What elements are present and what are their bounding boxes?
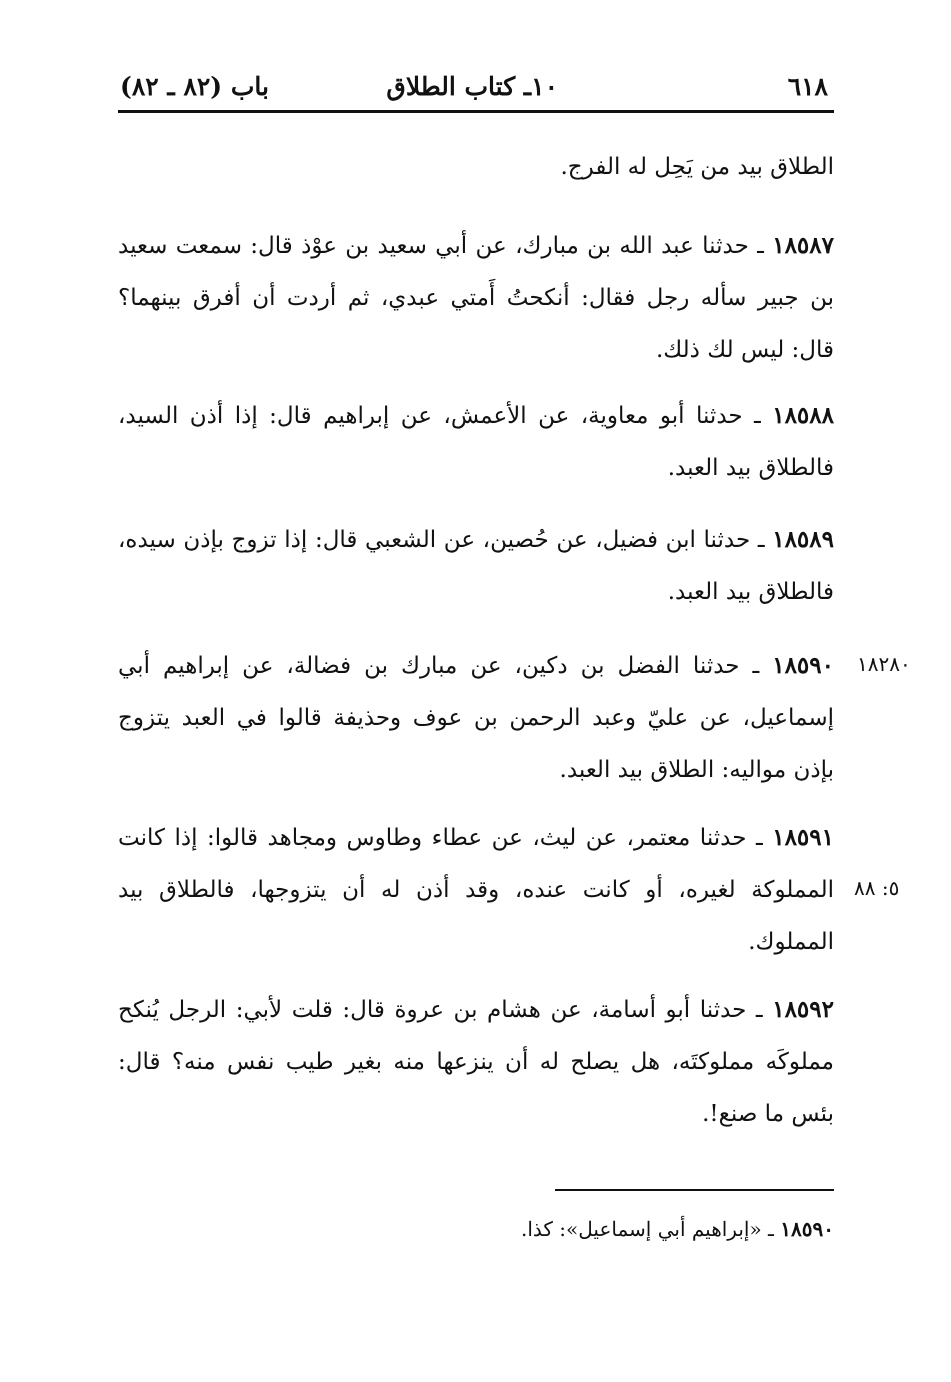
hadith-text: ـ حدثنا ابن فضيل، عن حُصين، عن الشعبي قال: إذا تزوج بإذن سيده، فالطلاق بيد العبد. (118, 527, 834, 605)
page-number: ٦١٨ (787, 72, 828, 101)
hadith-number: ١٨٥٨٨ (772, 402, 834, 429)
hadith-18592 (118, 984, 834, 1140)
hadith-18589 (118, 514, 834, 618)
hadith-number: ١٨٥٨٧ (772, 232, 834, 259)
footnote-divider (555, 1189, 834, 1191)
hadith-18588 (118, 390, 834, 494)
chapter-label: باب (٨٢ ـ ٨٢) (120, 72, 269, 101)
hadith-18591 (118, 812, 834, 968)
hadith-text: ـ حدثنا أبو أسامة، عن هشام بن عروة قال: قلت لأبي: الرجل يُنكح مملوكَه مملوكتَه، هل يصلح له أن ينزعها منه بغير طيب نفس منه؟ قال: بئس ما صنع!. (118, 997, 834, 1127)
hadith-text: ـ حدثنا عبد الله بن مبارك، عن أبي سعيد بن عوْذ قال: سمعت سعيد بن جبير سأله رجل فقال: أنكحتُ أَمتي عبدي، ثم أردت أن أفرق بينهما؟ قال: ليس لك ذلك. (118, 233, 834, 363)
footnote-text: ـ «إبراهيم أبي إسماعيل»: كذا. (521, 1217, 781, 1241)
hadith-18590 (118, 640, 834, 796)
hadith-number: ١٨٥٩١ (772, 824, 834, 851)
book-title: ١٠ـ كتاب الطلاق (386, 72, 558, 101)
hadith-18587 (118, 220, 834, 376)
margin-ref-18591: ٥: ٨٨ (854, 876, 900, 900)
hadith-number: ١٨٥٩٠ (772, 652, 834, 679)
hadith-number: ١٨٥٩٢ (772, 996, 834, 1023)
paragraph-text: الطلاق بيد من يَحِل له الفرج. (560, 154, 834, 180)
hadith-text: ـ حدثنا الفضل بن دكين، عن مبارك بن فضالة، عن إبراهيم أبي إسماعيل، عن عليّ وعبد الرحمن بن عوف وحذيفة قالوا في العبد يتزوج بإذن مواليه: الطلاق بيد العبد. (118, 653, 834, 783)
margin-ref-18590: ١٨٢٨٠ (857, 652, 911, 676)
footnote-number: ١٨٥٩٠ (780, 1217, 834, 1241)
hadith-text: ـ حدثنا معتمر، عن ليث، عن عطاء وطاوس ومجاهد قالوا: إذا كانت المملوكة لغيره، أو كانت عنده، وقد أذن له أن يتزوجها، فالطلاق بيد المملوك. (118, 825, 834, 955)
paragraph-intro (118, 141, 834, 193)
footnote (300, 1212, 834, 1246)
hadith-number: ١٨٥٨٩ (772, 526, 834, 553)
hadith-text: ـ حدثنا أبو معاوية، عن الأعمش، عن إبراهيم قال: إذا أذن السيد، فالطلاق بيد العبد. (118, 403, 834, 481)
page-header (118, 70, 834, 113)
